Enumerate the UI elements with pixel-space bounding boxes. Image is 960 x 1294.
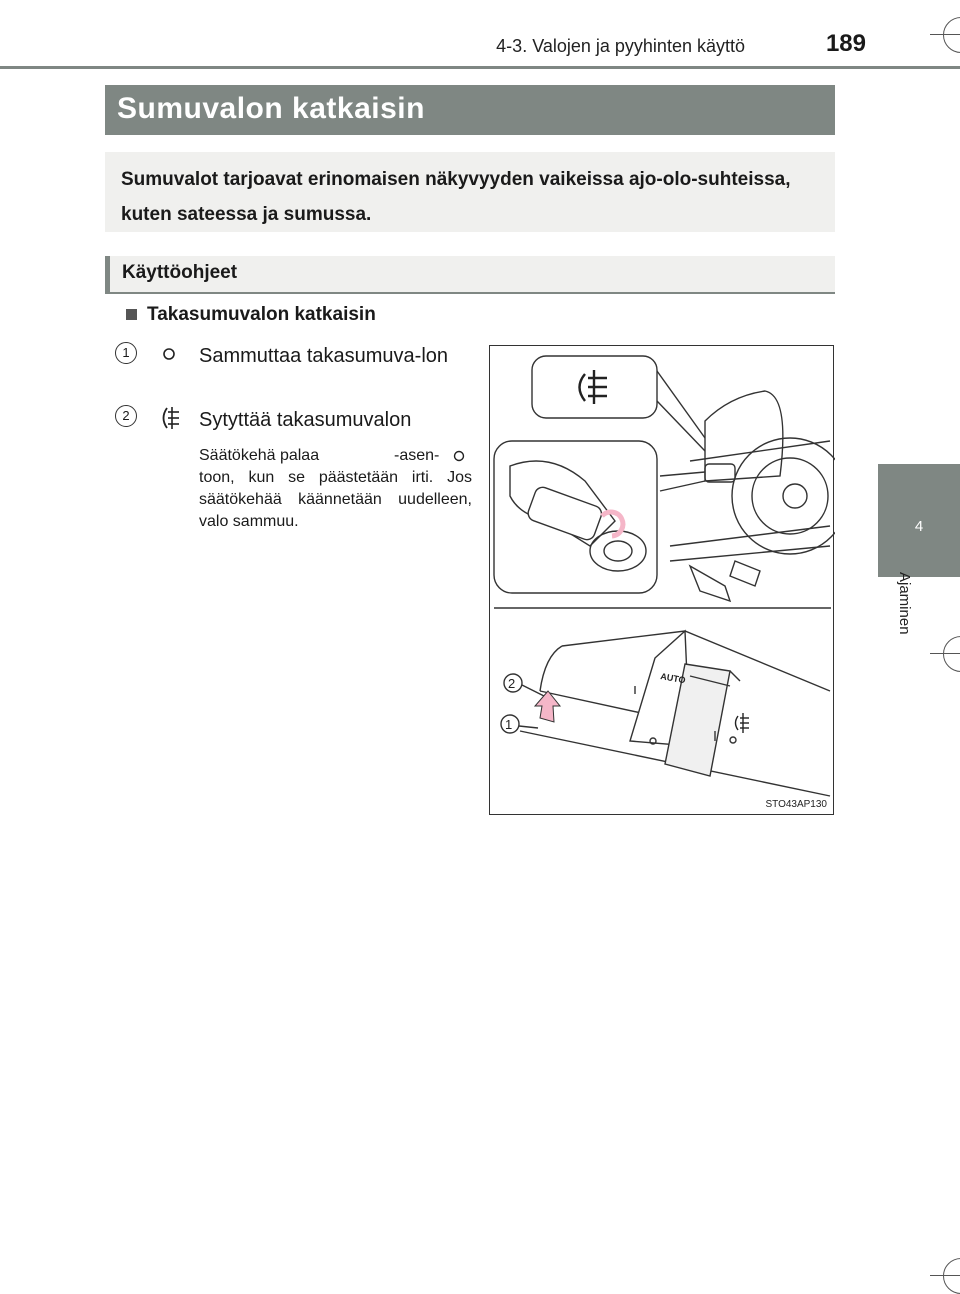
switch-auto-label: AUTO: [659, 671, 687, 686]
section-title: 4-3. Valojen ja pyyhinten käyttö: [496, 36, 745, 56]
subheading: Käyttöohjeet: [105, 256, 835, 294]
registration-mark-line: [930, 34, 960, 35]
note-text-part2: -asen-toon, kun se päästetään irti. Jos säätökehää käännetään uudelleen, valo sammuu.: [199, 447, 472, 530]
figure-code: STO43AP130: [765, 799, 827, 810]
registration-mark-line: [930, 653, 960, 654]
registration-mark: [943, 1258, 960, 1294]
illustration: [489, 345, 834, 815]
registration-mark-line: [930, 1275, 960, 1276]
bullet-heading: [126, 304, 376, 326]
figure-label-2: 2: [508, 676, 516, 691]
page-number: 189: [825, 30, 866, 57]
rear-fog-light-icon: [157, 405, 183, 436]
item-number-1: 1: [115, 342, 137, 364]
bullet-heading-text: Takasumuvalon katkaisin: [147, 304, 376, 325]
square-bullet-icon: [126, 309, 137, 320]
note-text-part1: Säätökehä palaa: [199, 447, 320, 464]
item-text-2: Sytyttää takasumuvalon: [199, 409, 412, 431]
page-title: Sumuvalon katkaisin: [105, 85, 835, 135]
chapter-tab: 4: [878, 464, 960, 577]
intro-text: Sumuvalot tarjoavat erinomaisen näkyvyyden vaikeissa ajo-olo-suhteissa, kuten sateessa ja sumussa.: [105, 152, 835, 232]
item-text-1: Sammuttaa takasumuva-lon: [199, 345, 449, 367]
chapter-name: Ajaminen: [896, 572, 913, 635]
figure-label-1: 1: [505, 717, 513, 732]
registration-mark: [943, 17, 960, 53]
item-number-2: 2: [115, 405, 137, 427]
registration-mark: [943, 636, 960, 672]
header-rule: [0, 66, 960, 69]
off-circle-icon: [162, 347, 176, 366]
